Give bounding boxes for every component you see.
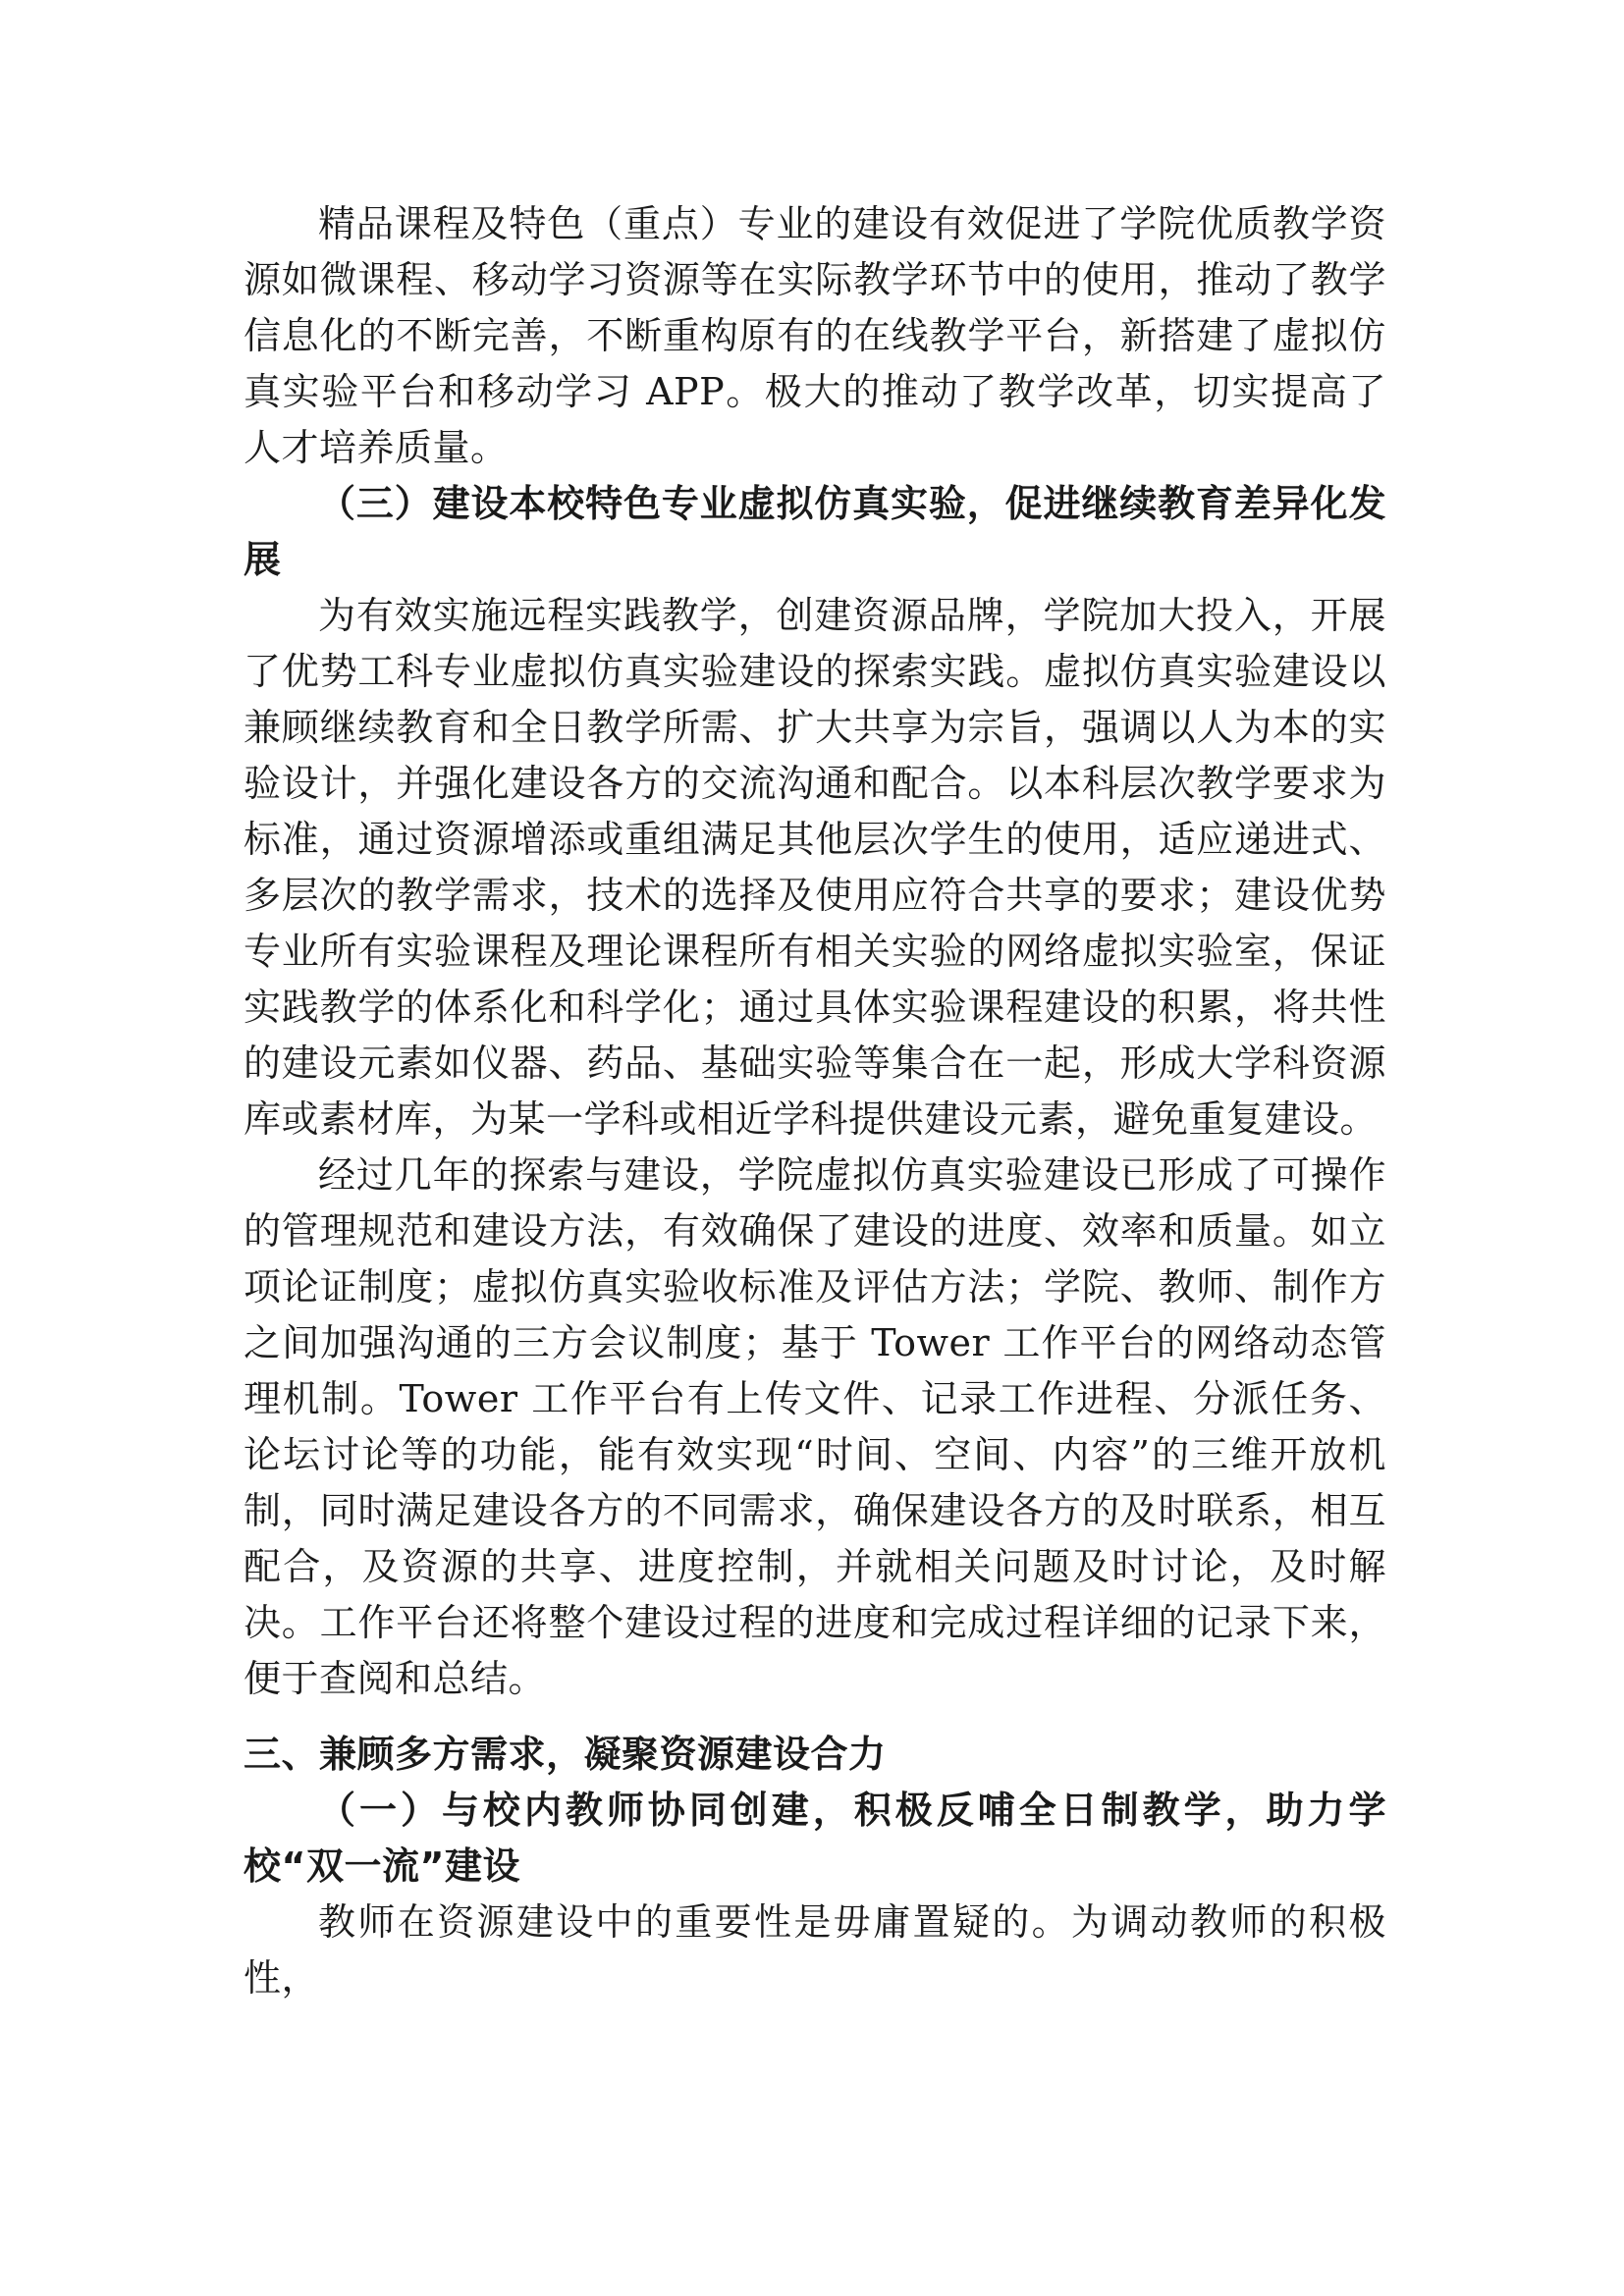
paragraph-virtual-simulation-practice: 为有效实施远程实践教学，创建资源品牌，学院加大投入，开展了优势工科专业虚拟仿真实验建设的探索实践。虚拟仿真实验建设以兼顾继续教育和全日教学所需、扩大共享为宗旨，强调以人为本的实验设计，并强化建设各方的交流沟通和配合。以本科层次教学要求为标准，通过资源增添或重组满足其他层次学生的使用，适应递进式、多层次的教学需求，技术的选择及使用应符合共享的要求；建设优势专业所有实验课程及理论课程所有相关实验的网络虚拟实验室，保证实践教学的体系化和科学化；通过具体实验课程建设的积累，将共性的建设元素如仪器、药品、基础实验等集合在一起，形成大学科资源库或素材库，为某一学科或相近学科提供建设元素，避免重复建设。: [244, 594, 1386, 1141]
subheading-teacher-collaboration: （一）与校内教师协同创建，积极反哺全日制教学，助力学校“双一流”建设: [244, 1789, 1386, 1888]
document-body: [244, 196, 1386, 2006]
paragraph-teacher-importance: 教师在资源建设中的重要性是毋庸置疑的。为调动教师的积极性，: [244, 1900, 1386, 2000]
paragraph-management-norms: 经过几年的探索与建设，学院虚拟仿真实验建设已形成了可操作的管理规范和建设方法，有效确保了建设的进度、效率和质量。如立项论证制度；虚拟仿真实验收标准及评估方法；学院、教师、制作方之间加强沟通的三方会议制度；基于 Tower 工作平台的网络动态管理机制。Tower 工作平台有上传文件、记录工作进程、分派任务、论坛讨论等的功能，能有效实现“时间、空间、内容”的三维开放机制，同时满足建设各方的不同需求，确保建设各方的及时联系，相互配合，及资源的共享、进度控制，并就相关问题及时讨论，及时解决。工作平台还将整个建设过程的进度和完成过程详细的记录下来，便于查阅和总结。: [244, 1153, 1386, 1700]
subheading-virtual-simulation: （三）建设本校特色专业虚拟仿真实验，促进继续教育差异化发展: [244, 482, 1386, 581]
section-heading-three: 三、兼顾多方需求，凝聚资源建设合力: [244, 1733, 887, 1776]
paragraph-quality-courses: 精品课程及特色（重点）专业的建设有效促进了学院优质教学资源如微课程、移动学习资源等在实际教学环节中的使用，推动了教学信息化的不断完善，不断重构原有的在线教学平台，新搭建了虚拟仿真实验平台和移动学习 APP。极大的推动了教学改革，切实提高了人才培养质量。: [244, 202, 1386, 469]
